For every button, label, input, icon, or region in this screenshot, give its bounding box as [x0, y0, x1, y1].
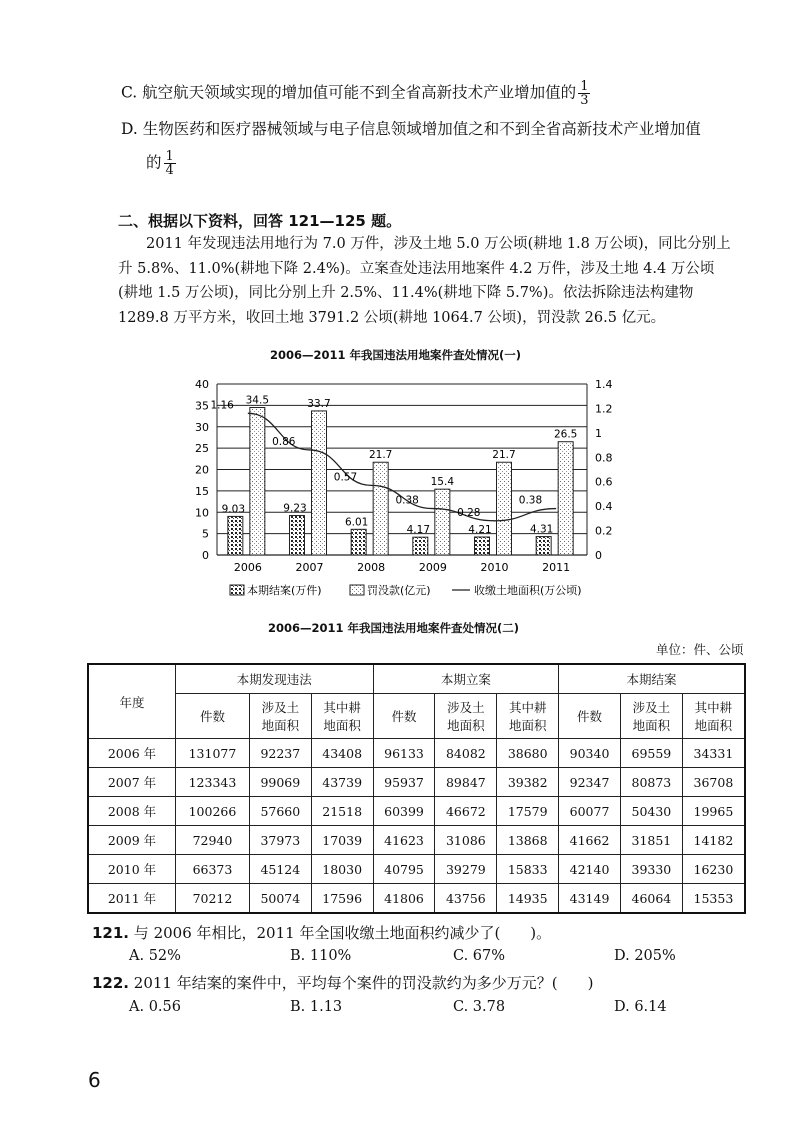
page-number: 6: [88, 1068, 101, 1092]
table-cell: 40795: [373, 855, 435, 884]
y-left-tick-label: 30: [195, 420, 209, 434]
table-cell: 60399: [373, 797, 435, 826]
table-cell: 15353: [682, 884, 745, 914]
bar-closed-cases: [536, 537, 551, 555]
table-cell: 39330: [620, 855, 682, 884]
bar-fines-label: 21.7: [368, 449, 393, 462]
year-cell: 2007 年: [88, 768, 176, 797]
table-cell: 13868: [497, 826, 559, 855]
line-point-label: 0.57: [333, 471, 358, 484]
x-tick-label: 2007: [295, 561, 324, 574]
table-cell: 31851: [620, 826, 682, 855]
paragraph-line: 1289.8 万平方米，收回土地 3791.2 公顷(耕地 1064.7 公顷)，罚没款 26.5 亿元。: [118, 309, 666, 326]
year-header: 年度: [88, 664, 176, 739]
table-cell: 45124: [249, 855, 311, 884]
choice-c[interactable]: C. 67%: [453, 948, 506, 964]
chart-1: [195, 372, 645, 612]
line-point-label: 0.28: [457, 506, 481, 519]
bar-fines-label: 33.7: [307, 397, 331, 410]
table-row: [88, 739, 745, 768]
table-cell: 89847: [435, 768, 497, 797]
y-right-tick-label: 0: [595, 549, 602, 562]
material-paragraph: [118, 232, 731, 330]
x-tick-label: 2009: [418, 561, 447, 574]
y-left-tick-label: 10: [195, 506, 209, 520]
column-header: 涉及土 地面积: [435, 694, 497, 739]
question-number: 121.: [92, 924, 130, 942]
bar-fines-label: 34.5: [245, 394, 270, 407]
y-left-tick-label: 15: [195, 484, 209, 498]
table-cell: 80873: [620, 768, 682, 797]
choice-b[interactable]: B. 1.13: [290, 999, 343, 1015]
question-121: [92, 922, 551, 943]
bar-closed-cases-label: 4.21: [468, 524, 492, 537]
table-cell: 43756: [435, 884, 497, 914]
bar-closed-cases-label: 4.31: [529, 523, 554, 536]
y-left-tick-label: 40: [195, 378, 209, 391]
table-cell: 90340: [559, 739, 621, 768]
table-cell: 31086: [435, 826, 497, 855]
bar-fines: [497, 462, 512, 555]
line-point-label: 0.38: [395, 494, 419, 507]
choice-a[interactable]: A. 0.56: [129, 999, 181, 1015]
option-d: [121, 117, 701, 141]
table-cell: 131077: [176, 739, 250, 768]
x-tick-label: 2011: [542, 561, 571, 574]
bar-fines: [435, 489, 450, 555]
table-cell: 69559: [620, 739, 682, 768]
option-d-continuation: 的 $\frac{1}{4}$: [146, 149, 174, 178]
table-cell: 84082: [435, 739, 497, 768]
option-c: [121, 80, 590, 107]
y-right-tick-label: 1.2: [595, 402, 613, 416]
table-cell: 43739: [311, 768, 373, 797]
y-right-tick-label: 0.8: [595, 451, 613, 465]
paragraph-line: 2011 年发现违法用地行为 7.0 万件，涉及土地 5.0 万公顷(耕地 1.8 万公顷)，同比分别上: [146, 236, 731, 252]
y-right-tick-label: 0.2: [595, 524, 613, 538]
table-cell: 95937: [373, 768, 435, 797]
table-cell: 100266: [176, 797, 250, 826]
column-header: 其中耕 地面积: [497, 694, 559, 739]
table-cell: 37973: [249, 826, 311, 855]
bar-fines: [250, 408, 265, 555]
question-text: 2011 年结案的案件中，平均每个案件的罚没款约为多少万元？( ): [133, 974, 594, 992]
group-header: 本期结案: [559, 664, 745, 694]
legend-label: 收缴土地面积(万公顷): [474, 584, 582, 597]
group-header: 本期立案: [373, 664, 559, 694]
question-number: 122.: [92, 974, 130, 992]
year-cell: 2010 年: [88, 855, 176, 884]
table-cell: 123343: [176, 768, 250, 797]
table-row: [88, 855, 745, 884]
y-left-tick-label: 5: [202, 527, 209, 541]
table-cell: 57660: [249, 797, 311, 826]
column-header: 涉及土 地面积: [620, 694, 682, 739]
bar-closed-cases-label: 6.01: [344, 516, 369, 529]
bar-closed-cases: [475, 537, 490, 555]
data-table: [87, 663, 746, 914]
question-122: [92, 972, 593, 993]
table-cell: 16230: [682, 855, 745, 884]
group-header: 本期发现违法: [176, 664, 374, 694]
table-cell: 17579: [497, 797, 559, 826]
column-header: 涉及土 地面积: [249, 694, 311, 739]
year-cell: 2006 年: [88, 739, 176, 768]
bar-closed-cases: [351, 529, 366, 555]
table-row: [88, 826, 745, 855]
table-cell: 72940: [176, 826, 250, 855]
legend-swatch-closed-cases: [230, 585, 244, 595]
table-cell: 42140: [559, 855, 621, 884]
option-d-text: 生物医药和医疗器械领域与电子信息领域增加值之和不到全省高新技术产业增加值: [142, 120, 701, 138]
table-cell: 92237: [249, 739, 311, 768]
column-header: 件数: [373, 694, 435, 739]
table-cell: 19965: [682, 797, 745, 826]
legend-label: 罚没款(亿元): [367, 584, 431, 597]
option-c-letter: C.: [121, 83, 138, 102]
line-point-label: 0.86: [272, 435, 296, 448]
table-cell: 96133: [373, 739, 435, 768]
bar-fines-label: 26.5: [553, 428, 578, 441]
question-text: 与 2006 年相比，2011 年全国收缴土地面积约减少了( )。: [133, 924, 552, 942]
table-row: [88, 797, 745, 826]
table-cell: 46064: [620, 884, 682, 914]
year-cell: 2011 年: [88, 884, 176, 914]
table-cell: 41662: [559, 826, 621, 855]
table-cell: 15833: [497, 855, 559, 884]
y-right-tick-label: 0.6: [595, 475, 613, 489]
legend-label: 本期结案(万件): [247, 584, 322, 597]
choice-d[interactable]: D. 6.14: [614, 999, 667, 1015]
y-left-tick-label: 0: [202, 549, 209, 562]
x-tick-label: 2006: [233, 561, 262, 574]
table-cell: 14182: [682, 826, 745, 855]
choice-c[interactable]: C. 3.78: [453, 999, 506, 1015]
y-right-tick-label: 0.4: [595, 500, 613, 514]
table-cell: 70212: [176, 884, 250, 914]
table-cell: 92347: [559, 768, 621, 797]
table-row: [88, 768, 745, 797]
table-cell: 39382: [497, 768, 559, 797]
y-left-tick-label: 20: [195, 463, 209, 477]
table-cell: 66373: [176, 855, 250, 884]
bar-closed-cases-label: 9.23: [283, 502, 307, 515]
table-cell: 36708: [682, 768, 745, 797]
table-cell: 99069: [249, 768, 311, 797]
table-cell: 34331: [682, 739, 745, 768]
choice-b[interactable]: B. 110%: [290, 948, 352, 964]
bar-closed-cases: [413, 537, 428, 555]
table-cell: 21518: [311, 797, 373, 826]
column-header: 件数: [559, 694, 621, 739]
fraction-one-quarter: $\frac{1}{4}$: [165, 149, 174, 178]
chart-title: 2006—2011 年我国违法用地案件查处情况(一): [270, 348, 522, 362]
table-subheader-row: [88, 694, 745, 739]
bar-fines-label: 21.7: [492, 449, 516, 462]
bar-closed-cases-label: 9.03: [221, 503, 246, 516]
option-d-letter: D.: [121, 120, 138, 138]
fraction-one-third: $\frac{1}{3}$: [580, 79, 589, 108]
table-row: [88, 884, 745, 914]
paragraph-line: 升 5.8%、11.0%(耕地下降 2.4%)。立案查处违法用地案件 4.2 万件，涉及土地 4.4 万公顷: [118, 260, 715, 277]
bar-closed-cases: [228, 516, 243, 555]
column-header: 件数: [176, 694, 250, 739]
table-cell: 17039: [311, 826, 373, 855]
table-title: 2006—2011 年我国违法用地案件查处情况(二): [268, 621, 520, 635]
column-header: 其中耕 地面积: [311, 694, 373, 739]
bar-fines-label: 15.4: [430, 476, 455, 489]
paragraph-line: (耕地 1.5 万公顷)，同比分别上升 2.5%、11.4%(耕地下降 5.7%)。依法拆除违法构建物: [118, 285, 694, 301]
table-cell: 17596: [311, 884, 373, 914]
y-left-tick-label: 35: [195, 399, 209, 413]
table-header-row: [88, 664, 745, 694]
table-cell: 38680: [497, 739, 559, 768]
table-cell: 39279: [435, 855, 497, 884]
table-cell: 41806: [373, 884, 435, 914]
table-cell: 18030: [311, 855, 373, 884]
table-cell: 43149: [559, 884, 621, 914]
bar-closed-cases: [290, 516, 305, 555]
bar-fines: [312, 411, 327, 555]
table-cell: 43408: [311, 739, 373, 768]
bar-closed-cases-label: 4.17: [406, 524, 431, 537]
table-cell: 14935: [497, 884, 559, 914]
year-cell: 2008 年: [88, 797, 176, 826]
x-tick-label: 2010: [480, 561, 509, 574]
legend-swatch-fines: [350, 585, 364, 595]
line-point-label: 1.16: [210, 399, 234, 412]
table-cell: 41623: [373, 826, 435, 855]
x-tick-label: 2008: [357, 561, 386, 574]
choice-a[interactable]: A. 52%: [129, 948, 181, 964]
section-heading: 二、根据以下资料，回答 121—125 题。: [118, 212, 402, 230]
line-point-label: 0.38: [518, 494, 543, 507]
option-c-text: 航空航天领域实现的增加值可能不到全省高新技术产业增加值的: [142, 83, 577, 102]
table-unit: 单位：件、公顷: [656, 642, 744, 657]
table-cell: 46672: [435, 797, 497, 826]
table-cell: 50430: [620, 797, 682, 826]
bar-fines: [373, 462, 388, 555]
bar-fines: [558, 442, 573, 555]
column-header: 其中耕 地面积: [682, 694, 745, 739]
y-right-tick-label: 1: [595, 426, 602, 440]
table-cell: 60077: [559, 797, 621, 826]
table-cell: 50074: [249, 884, 311, 914]
y-right-tick-label: 1.4: [595, 378, 613, 391]
year-cell: 2009 年: [88, 826, 176, 855]
choice-d[interactable]: D. 205%: [614, 948, 676, 964]
y-left-tick-label: 25: [195, 442, 209, 456]
